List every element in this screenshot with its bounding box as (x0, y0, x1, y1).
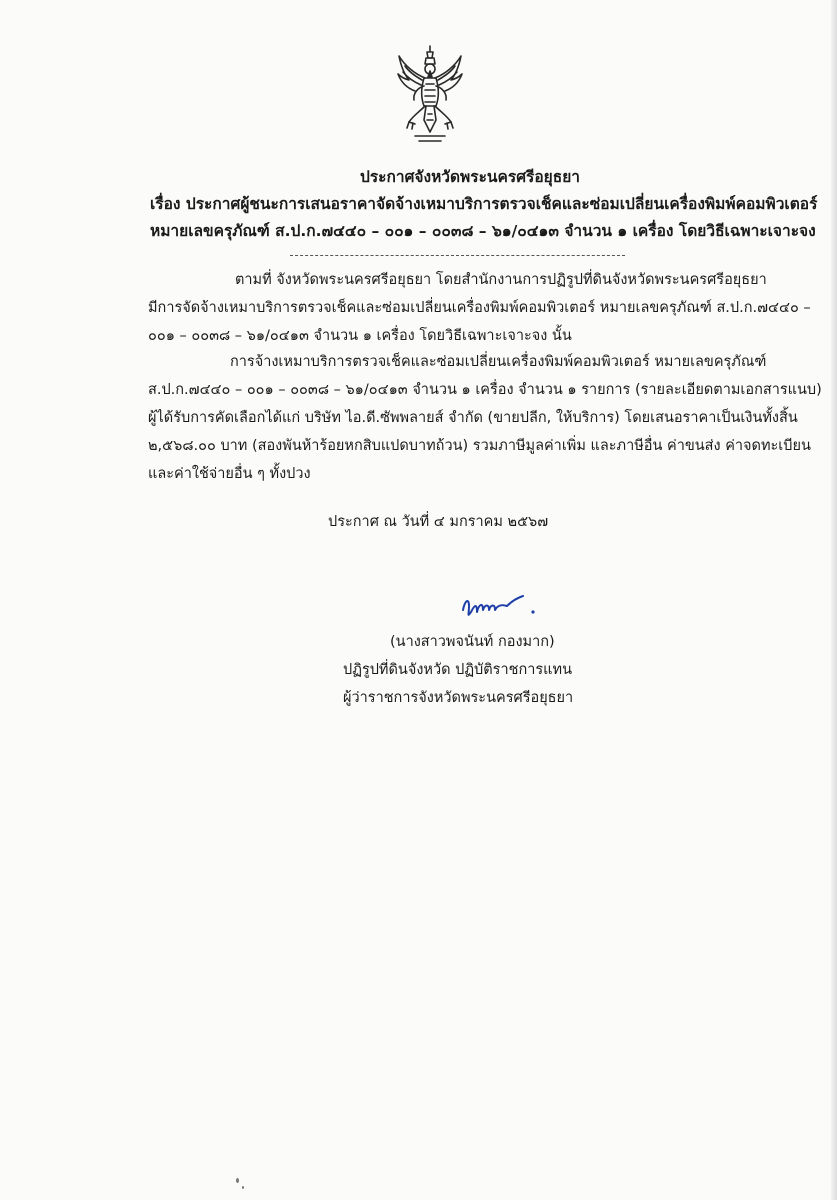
paragraph-2-line-2: ส.ป.ก.๗๔๔๐ – ๐๐๑ – ๐๐๓๘ – ๖๑/๐๔๑๓ จำนวน ๑ เครื่อง จำนวน ๑ รายการ (รายละเอียดตามเอกสารแนบ) (148, 382, 822, 398)
paragraph-1-line-1: ตามที่ จังหวัดพระนครศรีอยุธยา โดยสำนักงานการปฏิรูปที่ดินจังหวัดพระนครศรีอยุธยา (235, 272, 767, 288)
paragraph-2-line-4: ๒,๕๖๘.๐๐ บาท (สองพันห้าร้อยหกสิบแปดบาทถ้วน) รวมภาษีมูลค่าเพิ่ม และภาษีอื่น ค่าขนส่ง ค่าจดทะเบียน (148, 438, 811, 454)
paragraph-1-line-3: ๐๐๑ – ๐๐๓๘ – ๖๑/๐๔๑๓ จำนวน ๑ เครื่อง โดยวิธีเฉพาะเจาะจง นั้น (148, 328, 572, 344)
scan-speck (242, 1186, 244, 1189)
garuda-emblem-icon (395, 44, 465, 148)
handwritten-signature (455, 588, 555, 628)
announcement-date: ประกาศ ณ วันที่ ๔ มกราคม ๒๕๖๗ (328, 514, 549, 530)
paragraph-2-line-1: การจ้างเหมาบริการตรวจเช็คและซ่อมเปลี่ยนเครื่องพิมพ์คอมพิวเตอร์ หมายเลขครุภัณฑ์ (230, 354, 767, 370)
signatory-position-1: ปฏิรูปที่ดินจังหวัด ปฏิบัติราชการแทน (343, 662, 572, 678)
signatory-position-2: ผู้ว่าราชการจังหวัดพระนครศรีอยุธยา (343, 690, 574, 706)
subject-line-2: หมายเลขครุภัณฑ์ ส.ป.ก.๗๔๔๐ – ๐๐๑ – ๐๐๓๘ – ๖๑/๐๔๑๓ จำนวน ๑ เครื่อง โดยวิธีเฉพาะเจาะจง (150, 222, 816, 240)
paragraph-2-line-3: ผู้ได้รับการคัดเลือกได้แก่ บริษัท ไอ.ดี.ซัพพลายส์ จำกัด (ขายปลีก, ให้บริการ) โดยเสนอราคาเป็นเงินทั้งสิ้น (148, 410, 798, 426)
signatory-name: (นางสาวพจนันท์ กองมาก) (390, 634, 555, 650)
announcement-heading: ประกาศจังหวัดพระนครศรีอยุธยา (360, 168, 581, 186)
page-edge-shadow (831, 0, 837, 1200)
paragraph-1-line-2: มีการจัดจ้างเหมาบริการตรวจเช็คและซ่อมเปลี่ยนเครื่องพิมพ์คอมพิวเตอร์ หมายเลขครุภัณฑ์ ส.ป.ก.๗๔๔๐ – (148, 300, 811, 316)
scan-speck (236, 1178, 239, 1183)
subject-line-1: เรื่อง ประกาศผู้ชนะการเสนอราคาจัดจ้างเหมาบริการตรวจเช็คและซ่อมเปลี่ยนเครื่องพิมพ์คอมพิวเตอร์ (150, 195, 818, 213)
paragraph-2-line-5: และค่าใช้จ่ายอื่น ๆ ทั้งปวง (148, 466, 311, 482)
header-divider (290, 255, 625, 256)
